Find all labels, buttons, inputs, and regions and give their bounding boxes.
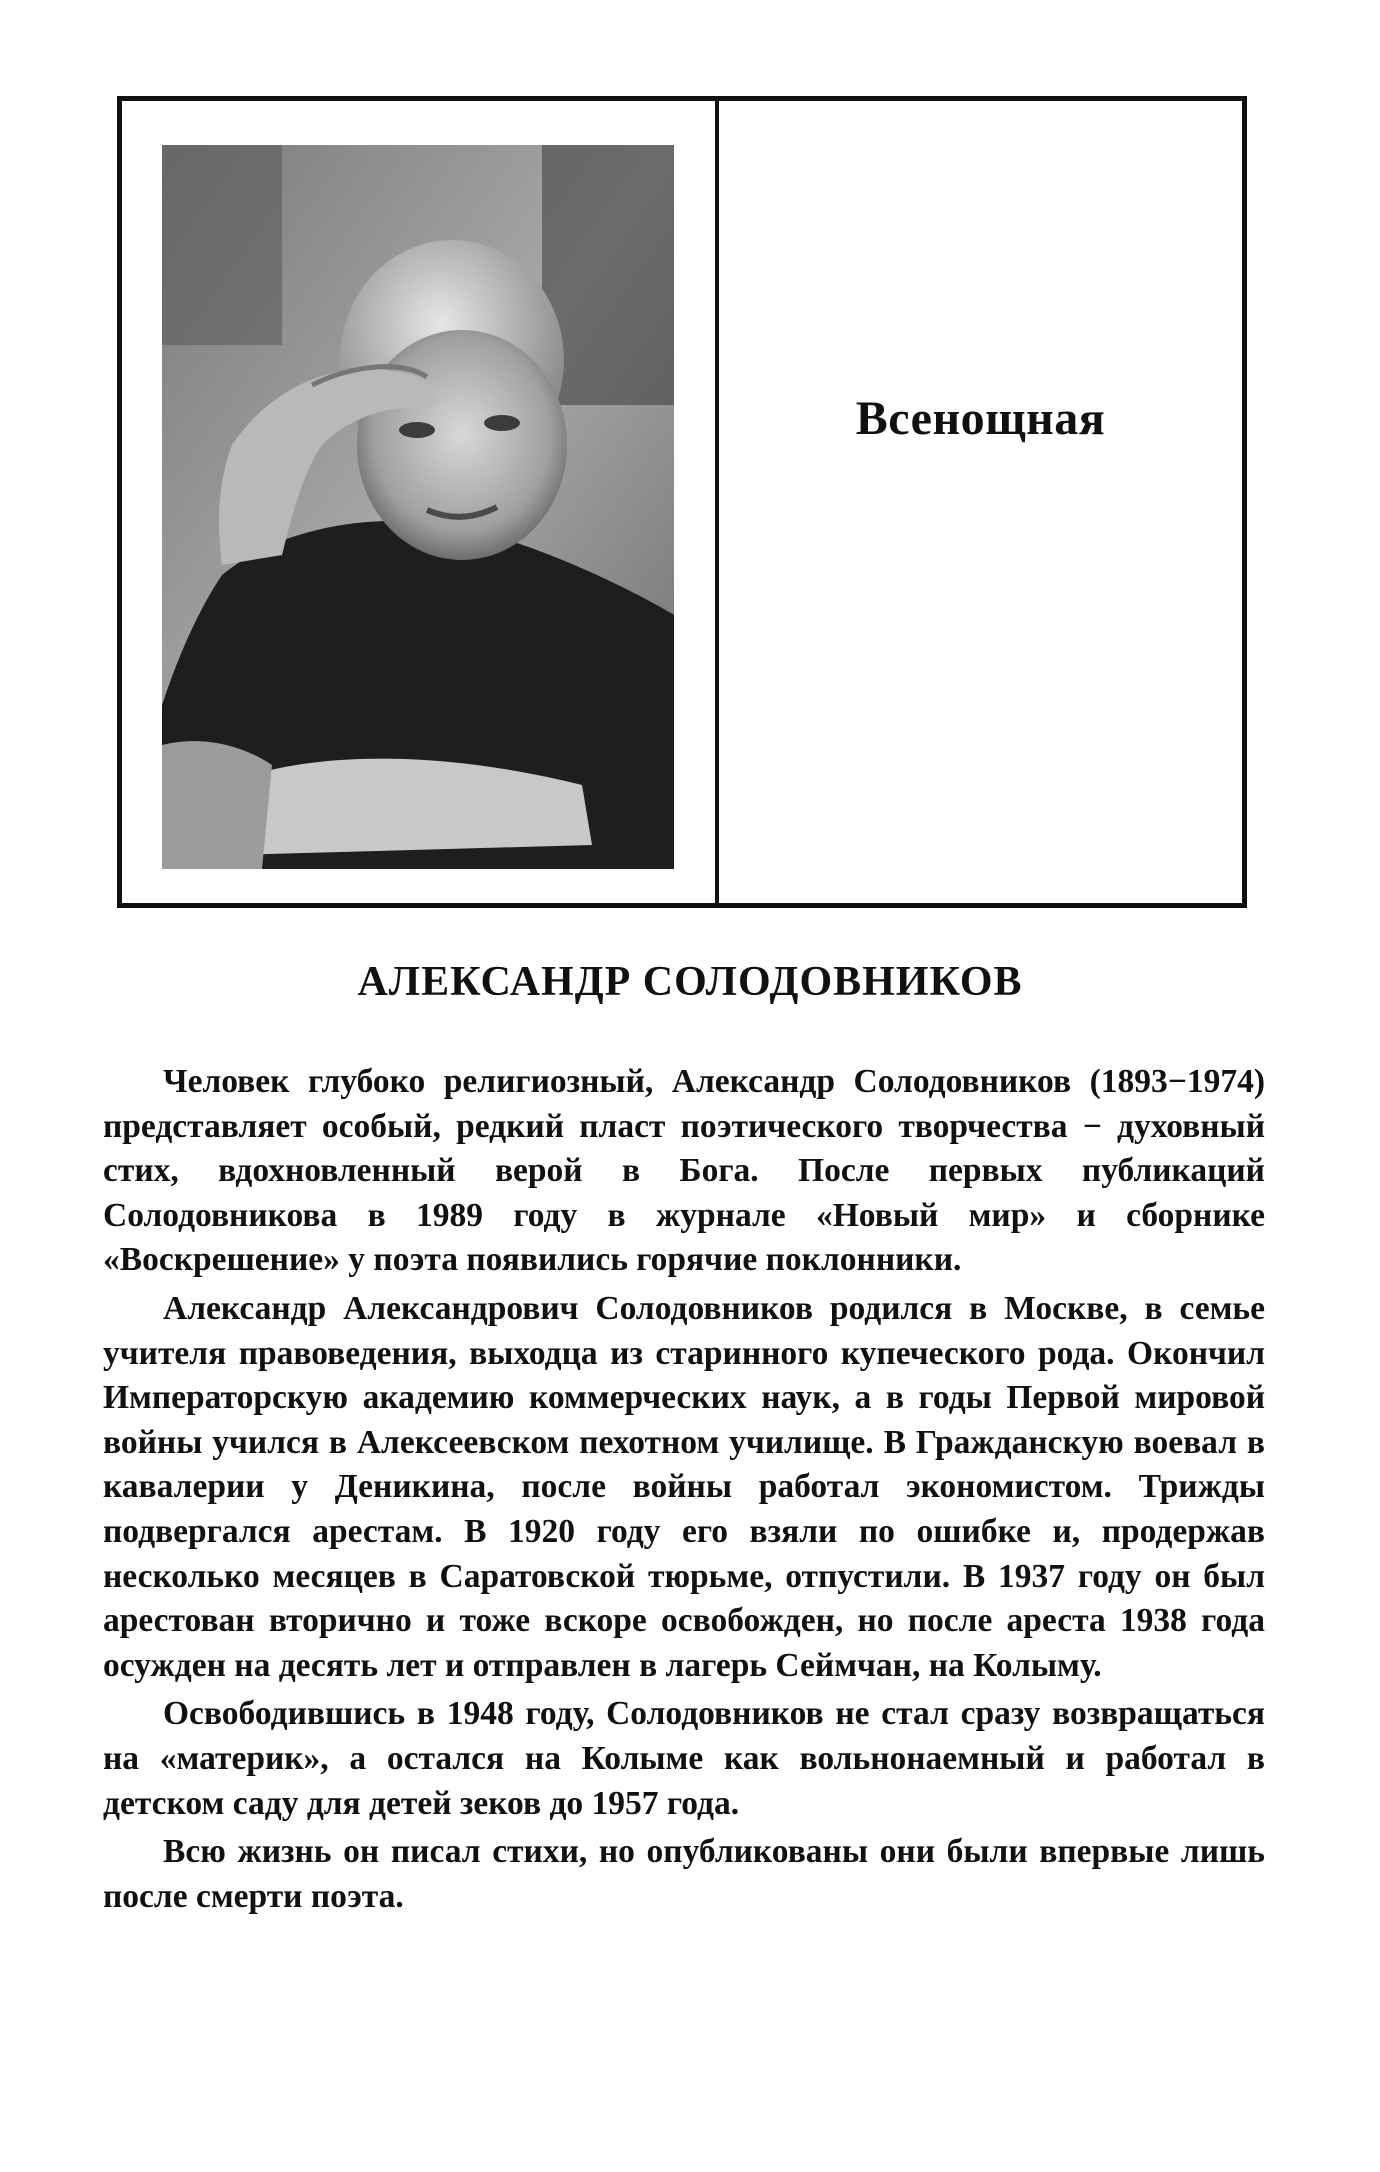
header-frame (117, 96, 1247, 908)
author-name-heading: АЛЕКСАНДР СОЛОДОВНИКОВ (357, 959, 1023, 1005)
bio-paragraph: Всю жизнь он писал стихи, но опубликованы они были впервые лишь после смерти поэта. (103, 1833, 1265, 1915)
author-biography (103, 1060, 1265, 1923)
section-title-box (719, 101, 1242, 903)
bio-paragraph: Александр Александрович Солодовников родился в Москве, в семье учителя правоведения, выходца из старинного купеческого рода. Окончил Императорскую академию коммерческих наук, а в годы Первой мировой войны учился в Алексеевском пехотном училище. В Гражданскую воевал в кавалерии у Деникина, после войны работал экономистом. Трижды подвергался арестам. В 1920 году его взяли по ошибке и, продержав несколько месяцев в Саратовской тюрьме, отпустили. В 1937 году он был арестован вторично и тоже вскоре освобожден, но после ареста 1938 года осужден на десять лет и отправлен в лагерь Сеймчан, на Колыму. (103, 1289, 1265, 1684)
bio-paragraph: Освободившись в 1948 году, Солодовников не стал сразу возвращаться на «материк», а остался на Колыме как вольнонаемный и работал в детском саду для детей зеков до 1957 года. (103, 1695, 1265, 1822)
bio-paragraph: Человек глубоко религиозный, Александр Солодовников (1893−1974) представляет особый, редкий пласт поэтического творчества − духовный стих, вдохновленный верой в Бога. После первых публикаций Солодовникова в 1989 году в журнале «Новый мир» и сборнике «Воскрешение» у поэта появились горячие поклонники. (103, 1063, 1265, 1279)
section-title: Всенощная (855, 392, 1106, 445)
author-portrait-photo (162, 145, 674, 869)
portrait-image (162, 145, 674, 869)
